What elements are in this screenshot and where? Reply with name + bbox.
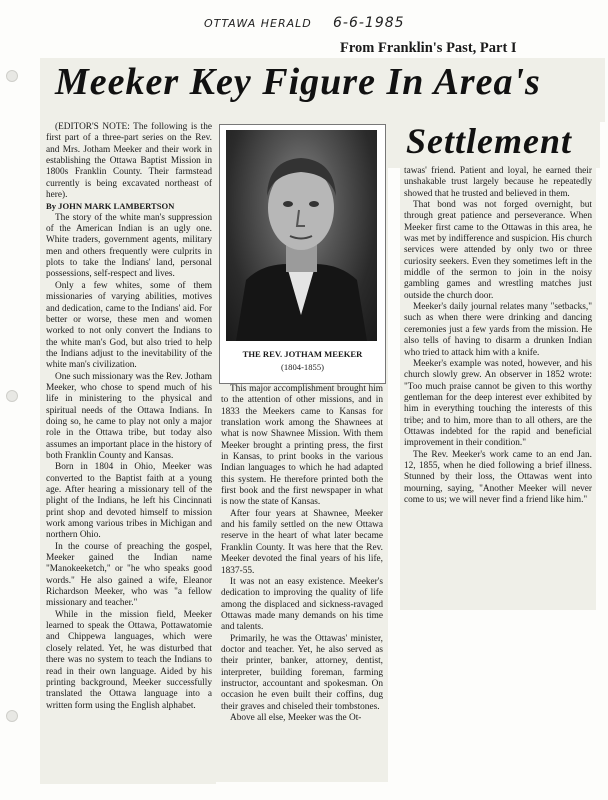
portrait-photo <box>219 124 386 384</box>
binder-hole <box>6 710 18 722</box>
binder-hole <box>6 390 18 402</box>
headline: Meeker Key Figure In Area's <box>55 61 541 103</box>
portrait-illustration <box>226 130 377 341</box>
paragraph: Primarily, he was the Ottawas' minister, doctor and teacher. Yet, he also served as their printer, banker, attorney, dentist, interpreter, building foreman, farming instructor, accountant and spokesman. On occasion he even built their coffins, dug their graves and chiseled their tombstones. <box>221 633 383 712</box>
paragraph: The Rev. Meeker's work came to an end Jan. 12, 1855, when he died following a brief illness. Stunned by their loss, the Ottawas went into mourning, saying, "Another Meeker will never come to us; we will never find a friend like him." <box>404 449 592 505</box>
handwritten-paper-name: OTTAWA HERALD <box>204 17 312 30</box>
paragraph: Meeker's daily journal relates many "setbacks," such as when there were drinking and dancing ceremonies just a few yards from the mission. He also tells of having to disarm a drunken Indian who tried to attack him with a knife. <box>404 302 592 358</box>
paragraph: After four years at Shawnee, Meeker and his family settled on the new Ottawa reserve in the heart of what later became Franklin County. It was here that the Rev. Meeker devoted the final years of his life, 1837-55. <box>221 508 383 576</box>
paragraph: Born in 1804 in Ohio, Meeker was converted to the Baptist faith at a young age. After hearing a missionary tell of the plight of the Indians, he left his Cincinnati print shop and devoted himself to mission work among various tribes in Michigan and northern Ohio. <box>46 462 212 541</box>
photo-caption-years: (1804-1855) <box>281 362 324 372</box>
paragraph: One such missionary was the Rev. Jotham Meeker, who chose to spend much of his life in ministering to the physical and spiritual needs of the Ottawa Indians. In doing so, he came to play not only a major role in the Ottawa tribe, but today also assumes an important place in the history of both Franklin County and Kansas. <box>46 371 212 461</box>
headline-continued: Settlement <box>406 121 572 161</box>
paragraph: It was not an easy existence. Meeker's dedication to improving the quality of life among the displaced and sickness-ravaged Ottawas made many demands on his time and talents. <box>221 576 383 633</box>
handwritten-date: 6-6-1985 <box>333 15 405 31</box>
paragraph: tawas' friend. Patient and loyal, he earned their unshakable trust largely because he repeatedly showed that he trusted and believed in them. <box>404 166 592 199</box>
article-column-3 <box>404 166 592 610</box>
article-column-2 <box>221 384 383 784</box>
paragraph: Above all else, Meeker was the Ot- <box>230 712 362 723</box>
binder-hole <box>6 70 18 82</box>
paragraph: This major accomplishment brought him to the attention of other missions, and in 1833 the Meekers came to Kansas for translation work among the Shawnees at what is now Shawnee Mission. With them Meeker brought a printing press, the first in Kansas, to print books in the various Indian languages to which he had adapted this system. He therefore printed both the first book and the first newspaper in what is now the state of Kansas. <box>221 384 383 508</box>
paragraph: In the course of preaching the gospel, Meeker gained the Indian name "Manokeeketch," or "he who speaks good words." He also gained a wife, Eleanor Richardson Meeker, who was "a fellow missionary and teacher." <box>46 541 212 609</box>
series-title: From Franklin's Past, Part I <box>340 40 517 56</box>
paragraph: The story of the white man's suppression of the American Indian is an ugly one. White traders, government agents, military men and others frequently were culprits in plots to take the Indians' land, personal possessions, self-respect and lives. <box>46 212 212 280</box>
paragraph: Only a few whites, some of them missionaries of varying abilities, motives and dedication, came to the Indians' aid. For better or worse, these men and women worked to not only convert the Indians to the white man's God, but also tried to help the Indians adjust to the inevitability of the white man's civilization. <box>46 280 212 371</box>
portrait-image <box>226 130 377 341</box>
paragraph: While in the mission field, Meeker learned to speak the Ottawa, Pottawatomie and Chippewa languages, which were closely related. Yet, he was disturbed that there was no system to teach the Indians to read in their own language. Aided by his printing background, Meeker successfully translated the Ottawa language into a written form using the English alphabet. <box>46 609 212 711</box>
byline: By JOHN MARK LAMBERTSON <box>46 201 175 212</box>
editors-note: (EDITOR'S NOTE: The following is the first part of a three-part series on the Rev. and Mrs. Jotham Meeker and their work in establishing the Ottawa Baptist Mission in 1800s Franklin County. Their farmstead currently is being excavated northeast of here). <box>46 122 212 201</box>
paragraph: Meeker's example was noted, however, and his church slowly grew. An observer in 1852 wrote: "Too much praise cannot be given to this worthy gentleman for the deep interest ever exhibited by him in everything touching the interests of this tribe; and to him, more than to all others, are the Ottawas indebted for the rapid and beneficial improvement in their condition." <box>404 358 592 449</box>
photo-caption-name: THE REV. JOTHAM MEEKER <box>242 349 363 359</box>
paragraph: That bond was not forged overnight, but through great patience and perseverance. When Meeker first came to the Ottawas in this area, he was met by indifference and suspicion. His church services were attended by only two or three curiosity seekers. Even they sometimes left in the middle of the sermon to join in the noisy gambling games and wrestling matches just outside the church door. <box>404 200 592 301</box>
article-column-1 <box>46 122 212 784</box>
